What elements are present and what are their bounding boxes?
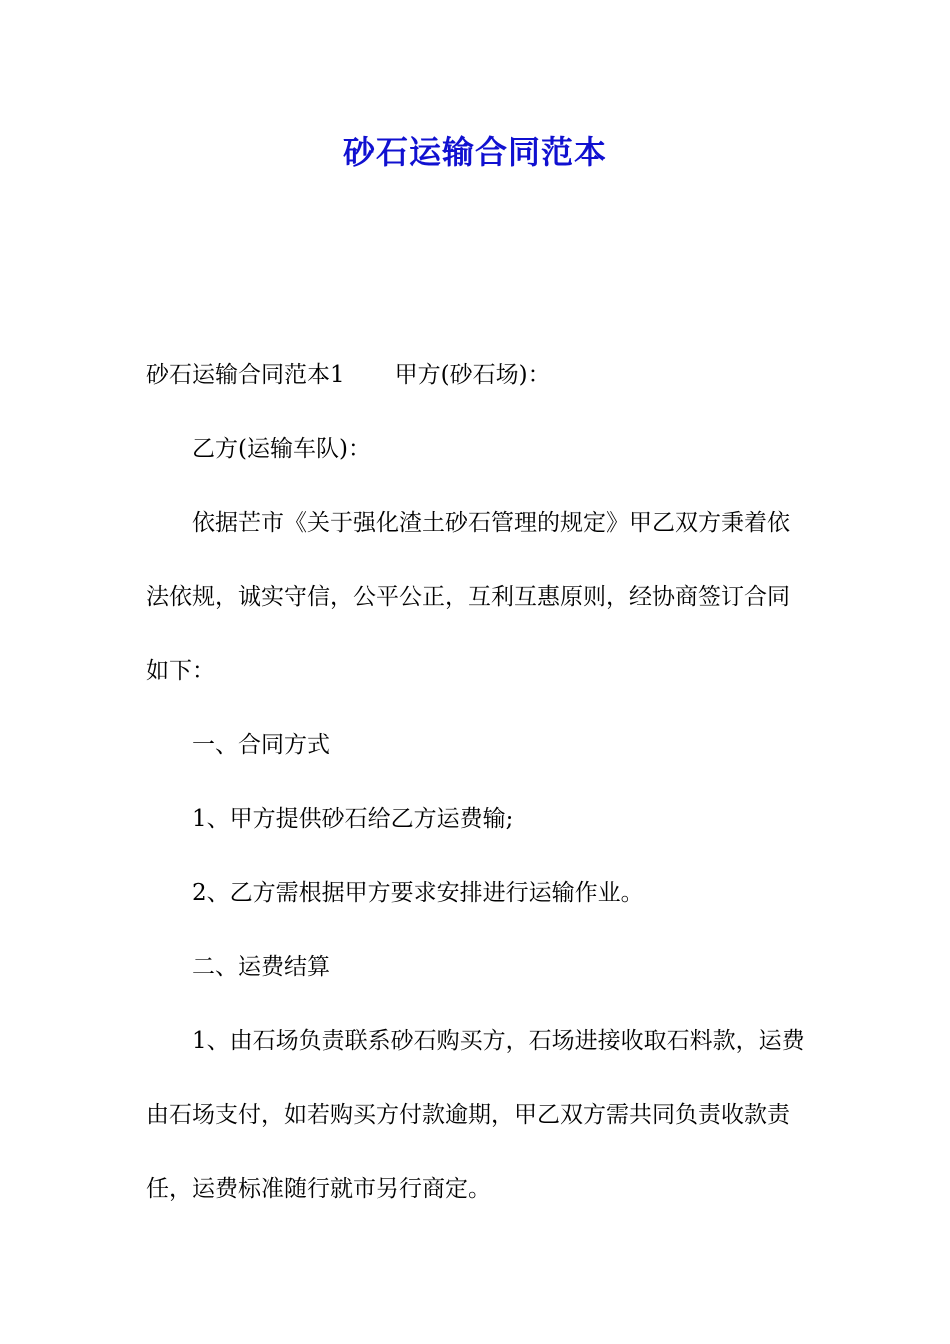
preamble-paragraph: 依据芒市《关于强化渣土砂石管理的规定》甲乙双方秉着依法依规，诚实守信，公平公正，互利互惠原则，经协商签订合同如下： (146, 510, 790, 684)
section-heading: 一、合同方式 (192, 732, 330, 758)
section-item: 1、由石场负责联系砂石购买方，石场进接收取石料款，运费由石场支付，如若购买方付款逾期，甲乙双方需共同负责收款责任，运费标准随行就市另行商定。 (146, 1028, 805, 1202)
intro-line (146, 338, 806, 412)
party-b-label: 乙方(运输车队)： (192, 436, 371, 462)
section-heading: 二、运费结算 (192, 954, 330, 980)
party-a-label: 甲方(砂石场)： (394, 362, 551, 388)
section-item: 2、乙方需根据甲方要求安排进行运输作业。 (192, 880, 644, 906)
section-item: 1、甲方提供砂石给乙方运费输; (192, 806, 514, 832)
contract-version-heading: 砂石运输合同范本1 (146, 362, 345, 388)
document-title: 砂石运输合同范本 (342, 133, 607, 171)
document-body (146, 338, 806, 1226)
